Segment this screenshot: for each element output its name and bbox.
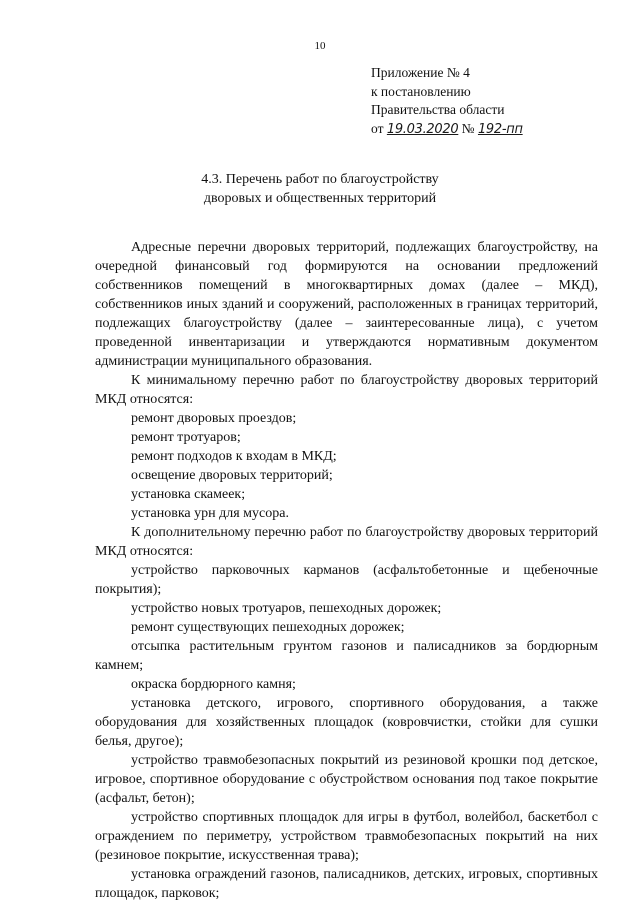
- appendix-header: [371, 64, 631, 139]
- list-item: установка скамеек;: [131, 487, 246, 502]
- handwritten-date: 19.03.2020: [386, 121, 459, 137]
- list-item: отсыпка растительным грунтом газонов и палисадников за бордюрным камнем;: [95, 639, 598, 673]
- appendix-resolution-line: к постановлению: [371, 83, 471, 99]
- list-item: ремонт дворовых проездов;: [131, 411, 297, 426]
- appendix-date-number-line: [371, 120, 631, 140]
- list-item: освещение дворовых территорий;: [131, 468, 333, 483]
- page-number: 10: [314, 40, 326, 52]
- handwritten-number: 192-пп: [477, 121, 523, 137]
- list-item: ремонт тротуаров;: [131, 430, 241, 445]
- from-prefix: от: [371, 120, 384, 136]
- section-title-line-1: 4.3. Перечень работ по благоустройству: [201, 172, 439, 187]
- list-item: окраска бордюрного камня;: [131, 677, 296, 692]
- list-item: устройство парковочных карманов (асфальтобетонные и щебеночные покрытия);: [95, 563, 598, 597]
- appendix-government-line: Правительства области: [371, 102, 505, 117]
- number-prefix: №: [461, 120, 475, 136]
- list-item: установка урн для мусора.: [131, 506, 289, 521]
- paragraph: К минимальному перечню работ по благоустройству дворовых территорий МКД относятся:: [95, 373, 598, 407]
- appendix-title: Приложение № 4: [371, 65, 470, 80]
- document-body: [95, 238, 598, 903]
- list-item: установка ограждений газонов, палисадников, детских, игровых, спортивных площадок, парковок;: [95, 867, 598, 901]
- list-item: устройство травмобезопасных покрытий из резиновой крошки под детское, игровое, спортивное оборудование с обустройством основания под такое покрытие (асфальт, бетон);: [95, 753, 598, 806]
- list-item: устройство новых тротуаров, пешеходных дорожек;: [131, 601, 442, 616]
- list-item: ремонт существующих пешеходных дорожек;: [131, 620, 405, 635]
- list-item: ремонт подходов к входам в МКД;: [131, 449, 337, 464]
- section-title-line-2: дворовых и общественных территорий: [203, 191, 437, 206]
- paragraph: К дополнительному перечню работ по благоустройству дворовых территорий МКД относятся:: [95, 525, 598, 559]
- list-item: установка детского, игрового, спортивного оборудования, а также оборудования для хозяйственных площадок (ковровчистки, стойки для сушки белья, другое);: [95, 696, 598, 749]
- paragraph: Адресные перечни дворовых территорий, подлежащих благоустройству, на очередной финансовый год формируются на основании предложений собственников помещений в многоквартирных домах (далее – МКД), собственников иных зданий и сооружений, расположенных в границах территорий, подлежащих благоустройству (далее – заинтересованные лица), с учетом проведенной инвентаризации и утверждаются нормативным документом администрации муниципального образования.: [95, 240, 598, 369]
- list-item: устройство спортивных площадок для игры в футбол, волейбол, баскетбол с ограждением по периметру, устройством травмобезопасных покрытий на них (резиновое покрытие, искусственная трава);: [95, 810, 598, 863]
- section-title: [0, 170, 640, 208]
